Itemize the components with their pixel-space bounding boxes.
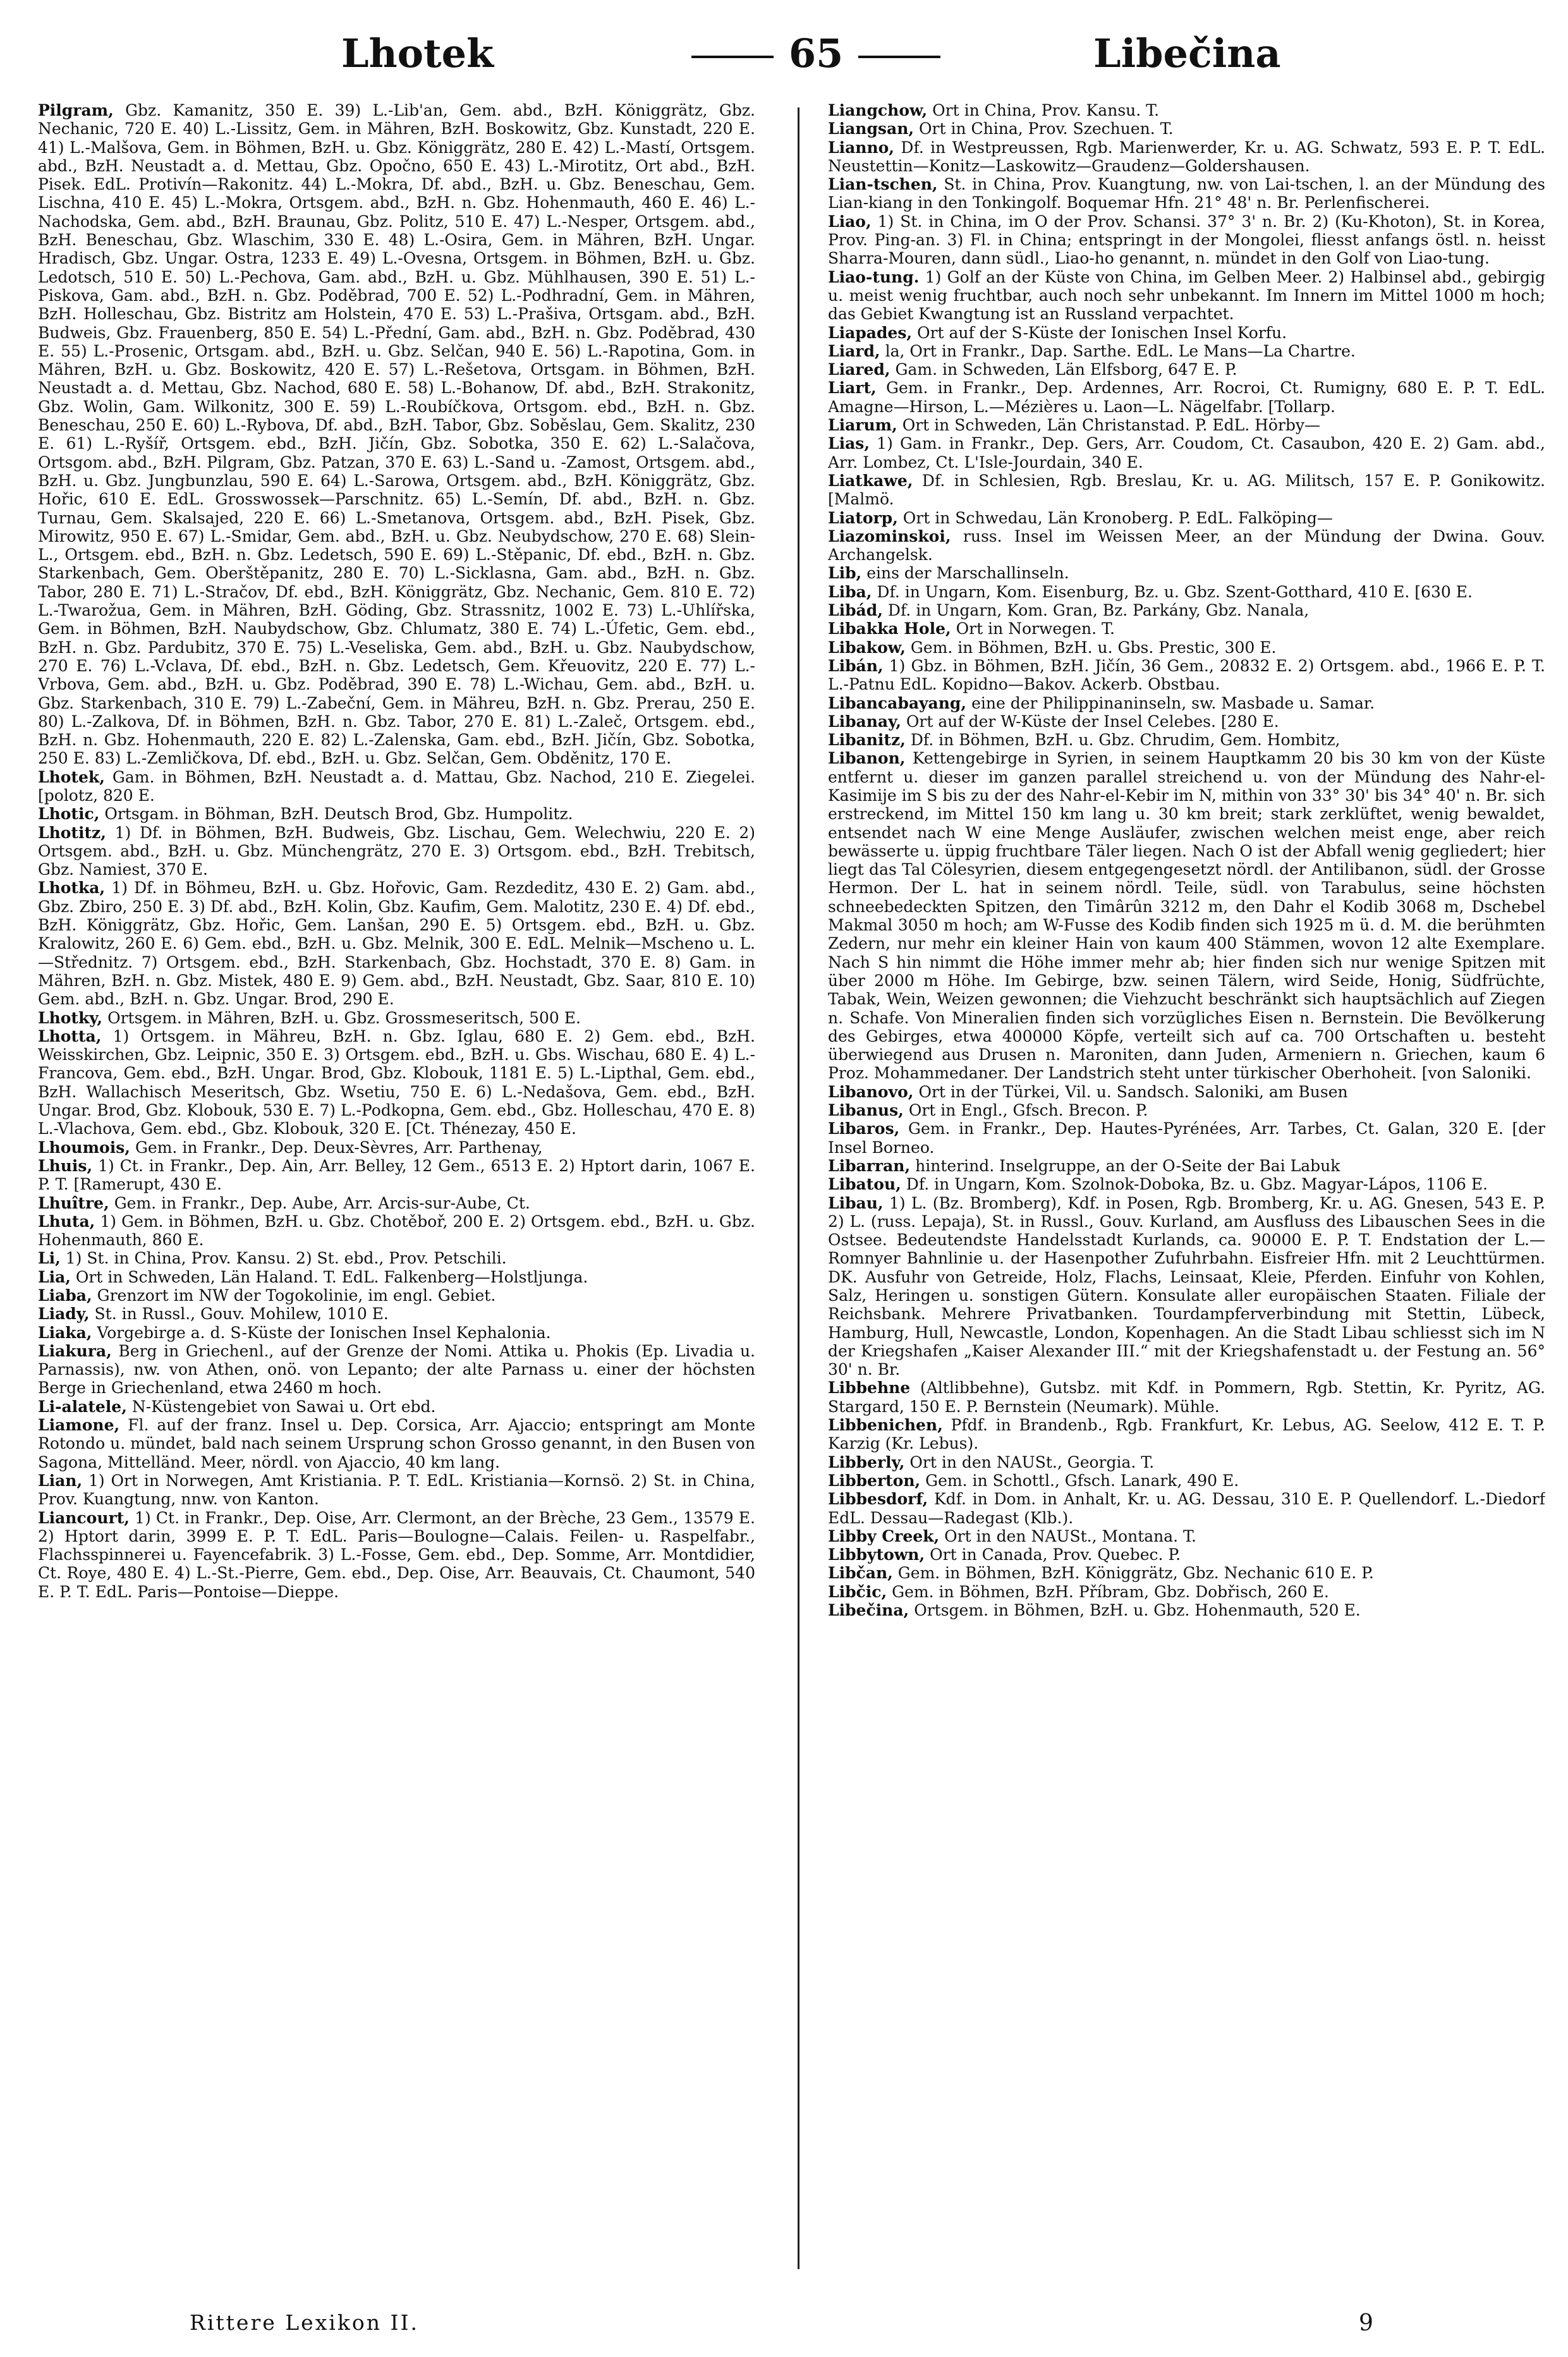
column-divider — [798, 107, 799, 2269]
dictionary-entry — [828, 509, 1545, 527]
dictionary-entry — [828, 731, 1545, 749]
dictionary-entry — [828, 379, 1545, 416]
dictionary-entry — [38, 101, 755, 768]
entry-text: Df. in Ungarn, Kom. Eisenburg, Bz. u. Gbz. Szent-Gotthard, 410 E. [630 E. — [872, 582, 1473, 601]
header-last-entry: Libečina — [1093, 30, 1281, 76]
entry-text: Gem. in Frankr., Dep. Ardennes, Arr. Rocroi, Ct. Rumigny, 680 E. P. T. EdL. Amagne—Hirson, L.—Mézières u. Laon—L. Nägelfabr. [Tollarp. — [828, 379, 1545, 416]
entry-text: Gbz. Kamanitz, 350 E. 39) L.-Lib'an, Gem. abd., BzH. Königgrätz, Gbz. Nechanic, 720 E. 40) L.-Lissitz, Gem. in Mähren, BzH. Boskowitz, Gbz. Kunstadt, 220 E. 41) L.-Malšova, Gem. in Böhmen, BzH. u. Gbz. Königgrätz, 280 E. 42) L.-Mastí, Ortsgem. abd., BzH. Neustadt a. d. Mettau, Gbz. Opočno, 650 E. 43) L.-Mirotitz, Ort abd., BzH. Pisek. EdL. Protivín—Rakonitz. 44) L.-Mokra, Df. abd., BzH. u. Gbz. Beneschau, Gem. Lischna, 410 E. 45) L.-Mokra, Ortsgem. abd., BzH. n. Gbz. Hohenmauth, 460 E. 46) L.-Nachodska, Gem. abd., BzH. Braunau, Gbz. Politz, 510 E. 47) L.-Nesper, Ortsgem. abd., BzH. Beneschau, Gbz. Wlaschim, 330 E. 48) L.-Osira, Gem. in Mähren, BzH. Ungar. Hradisch, Gbz. Ungar. Ostra, 1233 E. 49) L.-Ovesna, Ortsgem. in Böhmen, BzH. u. Gbz. Ledotsch, 510 E. 50) L.-Pechova, Gam. abd., BzH. u. Gbz. Mühlhausen, 390 E. 51) L.-Piskova, Gam. abd., BzH. n. Gbz. Poděbrad, 700 E. 52) L.-Podhradní, Gem. in Mähren, BzH. Holleschau, Gbz. Bistritz am Holstein, 470 E. 53) L.-Prašiva, Ortsgam. abd., BzH. Budweis, Gbz. Frauenberg, 850 E. 54) L.-Přední, Gam. abd., BzH. n. Gbz. Poděbrad, 430 E. 55) L.-Prosenic, Ortsgam. abd., BzH. u. Gbz. Selčan, 940 E. 56) L.-Rapotina, Gom. in Mähren, BzH. u. Gbz. Boskowitz, 420 E. 57) L.-Rešetova, Ortsgam. in Böhmen, BzH. Neustadt a. d. Mettau, Gbz. Nachod, 680 E. 58) L.-Bohanow, Df. abd., BzH. Strakonitz, Gbz. Wolin, Gam. Wilkonitz, 300 E. 59) L.-Roubíčkova, Ortsgom. ebd., BzH. n. Gbz. Beneschau, 250 E. 60) L.-Rybova, Df. abd., BzH. Tabor, Gbz. Soběslau, Gem. Skalitz, 230 E. 61) L.-Ryšíř, Ortsgem. ebd., BzH. Jičín, Gbz. Sobotka, 350 E. 62) L.-Salačova, Ortsgom. abd., BzH. Pilgram, Gbz. Patzan, 370 E. 63) L.-Sand u. -Zamost, Ortsgem. abd., BzH. u. Gbz. Jungbunzlau, 590 E. 64) L.-Sarowa, Ortsgem. abd., BzH. Königgrätz, Gbz. Hořic, 610 E. EdL. Grosswossek—Parschnitz. 65) L.-Semín, Df. abd., BzH. n. Gbz. Turnau, Gem. Skalsajed, 220 E. 66) L.-Smetanova, Ortsgem. abd., BzH. Pisek, Gbz. Mirowitz, 950 E. 67) L.-Smidar, Gem. abd., BzH. u. Gbz. Neubydschow, 270 E. 68) Slein-L., Ortsgem. ebd., BzH. n. Gbz. Ledetsch, 590 E. 69) L.-Stěpanic, Df. ebd., BzH. n. Gbz. Starkenbach, Gem. Oberštěpanitz, 280 E. 70) L.-Sicklasna, Gam. abd., BzH. n. Gbz. Tabor, 280 E. 71) L.-Stračov, Df. ebd., BzH. Königgrätz, Gbz. Nechanic, Gem. 810 E. 72) L.-Twarožua, Gem. in Mähren, BzH. Göding, Gbz. Strassnitz, 1002 E. 73) L.-Uhlířska, Gem. in Böhmen, BzH. Naubydschow, Gbz. Chlumatz, 380 E. 74) L.-Úfetic, Gem. ebd., BzH. n. Gbz. Pardubitz, 370 E. 75) L.-Veseliska, Gem. abd., BzH. u. Gbz. Naubydschow, 270 E. 76) L.-Vclava, Df. ebd., BzH. n. Gbz. Ledetsch, Gem. Křeuovitz, 220 E. 77) L.-Vrbova, Gem. abd., BzH. u. Gbz. Poděbrad, 390 E. 78) L.-Wichau, Gem. abd., BzH. u. Gbz. Starkenbach, 310 E. 79) L.-Zabeční, Gem. in Mähreu, BzH. n. Gbz. Prerau, 250 E. 80) L.-Zalkova, Df. in Böhmen, BzH. n. Gbz. Tabor, 270 E. 81) L.-Zaleč, Ortsgem. ebd., BzH. n. Gbz. Hohenmauth, 220 E. 82) L.-Zalenska, Gam. ebd., BzH. Jičín, Gbz. Sobotka, 250 E. 83) L.-Zemličkova, Df. ebd., BzH. u. Gbz. Selčan, Gem. Obděnitz, 170 E. — [38, 101, 755, 768]
page-header — [0, 18, 1568, 87]
dictionary-entry — [38, 1286, 755, 1305]
entry-headword: Liba, — [828, 582, 872, 601]
entry-text: 1) Gam. in Frankr., Dep. Gers, Arr. Coudom, Ct. Casaubon, 420 E. 2) Gam. abd., Arr. Lombez, Ct. L'Isle-Jourdain, 340 E. — [828, 434, 1545, 472]
dictionary-entry — [828, 1527, 1545, 1545]
entry-headword: Lias, — [828, 434, 870, 453]
dash-right — [858, 56, 940, 58]
entry-headword: Lian-tschen, — [828, 175, 938, 194]
dash-left — [691, 56, 774, 58]
entry-headword: Liao, — [828, 212, 872, 231]
entry-text: 1) Ort in Norwegen, Amt Kristiania. P. T. EdL. Kristiania—Kornsö. 2) St. in China, Prov. Kuangtung, nnw. von Kanton. — [38, 1471, 755, 1509]
entry-text: St. in Russl., Gouv. Mohilew, 1010 E. — [89, 1305, 389, 1324]
entry-headword: Lhotitz, — [38, 823, 106, 842]
entry-text: eins der Marschallinseln. — [861, 564, 1069, 583]
dictionary-entry — [828, 1119, 1545, 1157]
entry-headword: Libbytown, — [828, 1545, 925, 1564]
entry-headword: Libanovo, — [828, 1082, 914, 1101]
entry-headword: Liart, — [828, 379, 877, 398]
dictionary-entry — [828, 1564, 1545, 1582]
entry-text: Ort in Norwegen. T. — [951, 619, 1115, 638]
entry-headword: Libaros, — [828, 1119, 900, 1138]
dictionary-entry — [38, 1471, 755, 1509]
entry-text: 1) Ortsgem. in Mähreu, BzH. n. Gbz. Iglau, 680 E. 2) Gem. ebd., BzH. Weisskirchen, Gbz. Leipnic, 350 E. 3) Ortsgem. ebd., BzH. u. Gbs. Wischau, 680 E. 4) L.-Francova, Gem. ebd., BzH. Ungar. Brod, Gbz. Klobouk, 1181 E. 5) L.-Lipthal, Gem. ebd., BzH. Wallachisch Meseritsch, Gbz. Wsetiu, 750 E. 6) L.-Nedašova, Gem. ebd., BzH. Ungar. Brod, Gbz. Klobouk, 530 E. 7) L.-Podkopna, Gem. ebd., Gbz. Holleschau, 470 E. 8) L.-Vlachova, Gem. ebd., Gbz. Klobouk, 320 E. [Ct. Thénezay, 450 E. — [38, 1026, 755, 1138]
entry-text: Ort in Schweden, Län Christanstad. P. EdL. Hörby— — [897, 416, 1321, 435]
entry-headword: Libakow, — [828, 638, 906, 657]
entry-text: Ort in Schweden, Län Haland. T. EdL. Falkenberg—Holstljunga. — [70, 1267, 588, 1286]
dictionary-entry — [38, 1342, 755, 1398]
entry-text: St. in China, Prov. Kuangtung, nw. von Lai-tschen, l. an der Mündung des Lian-kiang in den Tonkingolf. Boquemar Hfn. 21° 48' n. Br. Perlenfischerei. — [828, 175, 1545, 212]
dictionary-entry — [828, 657, 1545, 694]
entry-headword: Libarran, — [828, 1156, 911, 1175]
dictionary-entry — [38, 1509, 755, 1601]
entry-text: 1) Gem. in Böhmen, BzH. u. Gbz. Chotěboř, 200 E. 2) Ortsgem. ebd., BzH. u. Gbz. Hohenmauth, 860 E. — [38, 1212, 755, 1250]
entry-headword: Liamone, — [38, 1416, 120, 1435]
entry-text: Gem. in Frankr., Dep. Deux-Sèvres, Arr. Parthenay, — [130, 1138, 543, 1157]
entry-text: 1) L. (Bz. Bromberg), Kdf. in Posen, Rgb. Bromberg, Kr. u. AG. Gnesen, 543 E. P. 2) L. (russ. Lepaja), St. in Russl., Gouv. Kurland, am Ausfluss des Libauschen Sees in die Ostsee. Bedeutendste Handelsstadt Kurlands, ca. 90000 E. P. T. Endstation der L.—Romnyer Bahnlinie u. der Hasenpother Zufuhrbahn. Eisfreier Hfn. mit 2 Leuchttürmen. DK. Ausfuhr von Getreide, Holz, Flachs, Leinsaat, Kleie, Pferden. Einfuhr von Kohlen, Salz, Heringen u. sonstigen Gütern. Konsulate aller europäischen Staaten. Filiale der Reichsbank. Mehrere Privatbanken. Tourdampferverbindung mit Stettin, Lübeck, Hamburg, Hull, Newcastle, London, Kopenhagen. An die Stadt Libau schliesst sich im N der Kriegshafen „Kaiser Alexander III.“ mit der Kriegshafenstadt u. der Festung an. 56° 30' n. Br. — [828, 1193, 1545, 1379]
dictionary-entry — [38, 1009, 755, 1027]
entry-headword: Libberton, — [828, 1471, 921, 1490]
entry-text: Ort in Engl., Gfsch. Brecon. P. — [903, 1101, 1148, 1120]
dictionary-entry — [828, 712, 1545, 731]
dictionary-entry — [828, 749, 1545, 1082]
dictionary-entry — [828, 416, 1545, 434]
entry-text: 1) Ct. in Frankr., Dep. Oise, Arr. Clermont, an der Brèche, 23 Gem., 13579 E. 2) Hptort darin, 3999 E. P. T. EdL. Paris—Boulogne—Calais. Feilen- u. Raspelfabr., Flachsspinnerei u. Fayencefabrik. 3) L.-Fosse, Gem. ebd., Dep. Somme, Arr. Montdidier, Ct. Roye, 480 E. 4) L.-St.-Pierre, Gem. ebd., Dep. Oise, Arr. Beauvais, Ct. Chaumont, 540 E. P. T. EdL. Paris—Pontoise—Dieppe. — [38, 1508, 755, 1601]
entry-text: Ort in Canada, Prov. Quebec. P. — [925, 1545, 1181, 1564]
dictionary-entry — [828, 324, 1545, 342]
entry-headword: Lhotky, — [38, 1008, 103, 1027]
dictionary-entry — [828, 1490, 1545, 1527]
dictionary-entry — [828, 1545, 1545, 1564]
entry-headword: Lhuta, — [38, 1212, 95, 1231]
left-column — [38, 101, 755, 2275]
entry-headword: Liarum, — [828, 416, 897, 435]
entry-headword: Libanus, — [828, 1101, 904, 1120]
dictionary-entry — [828, 1601, 1545, 1619]
entry-headword: Liao-tung. — [828, 267, 920, 286]
dictionary-entry — [828, 1101, 1545, 1119]
entry-text: Ort in der Türkei, Vil. u. Sandsch. Saloniki, am Busen — [913, 1082, 1348, 1101]
entry-text: Kettengebirge in Syrien, in seinem Hauptkamm 20 bis 30 km von der Küste entfernt u. dieser im ganzen parallel streichend u. von der Mündung des Nahr-el-Kasimije im S bis zu der des Nahr-el-Kebir im N, mithin von 33° 30' bis 34° 40' n. Br. sich erstreckend, im Mittel 150 km lang u. 30 km breit; stark zerklüftet, wenig bewaldet, entsendet nach W eine Menge Ausläufer, zwischen welchen meist enge, aber reich bewässerte u. üppig fruchtbare Täler liegen. Nach O ist der Abfall wenig gegliedert; hier liegt das Tal Cölesyrien, diesem entgegengesetzt nördl. der Antilibanon, südl. der Grosse Hermon. Der L. hat in seinem nördl. Teile, südl. von Tarabulus, seine höchsten schneebedeckten Spitzen, den Timârûn 3212 m, den Dahr el Kodib 3068 m, Dschebel Makmal 3050 m hoch; am W-Fusse des Kodib finden sich 1925 m ü. d. M. die berühmten Zedern, nur mehr ein kleiner Hain von kaum 400 Stämmen, wovon 12 alte Exemplare. Nach S hin nimmt die Höhe immer mehr ab; hier finden sich nur wenige Spitzen mit über 2000 m Höhe. Im Gebirge, bzw. seinen Tälern, wird Seide, Honig, Südfrüchte, Tabak, Wein, Weizen gewonnen; die Viehzucht beschränkt sich hauptsächlich auf Ziegen n. Schafe. Von Mineralien finden sich vorzügliches Eisen n. Bernstein. Die Bevölkerung des Gebirges, etwa 400000 Köpfe, verteilt sich auf ca. 700 Ortschaften u. besteht überwiegend aus Drusen n. Maroniten, dann Juden, Armeniern n. Griechen, kaum 6 Proz. Mohammedaner. Der Landstrich steht unter türkischer Oberhoheit. [von Saloniki. — [828, 749, 1545, 1083]
entry-headword: Libanon, — [828, 749, 906, 768]
entry-headword: Libán, — [828, 656, 884, 675]
dictionary-entry — [828, 619, 1545, 638]
entry-text: Df. in Ungarn, Kom. Szolnok-Doboka, Bz. u. Gbz. Magyar-Lápos, 1106 E. — [901, 1175, 1488, 1194]
dictionary-entry — [828, 601, 1545, 619]
entry-text: Ort auf der S-Küste der Ionischen Insel Korfu. — [912, 323, 1287, 342]
entry-text: Ort in den NAUSt., Montana. T. — [939, 1526, 1197, 1545]
dictionary-entry — [828, 342, 1545, 360]
dictionary-entry — [828, 101, 1545, 119]
entry-headword: Lhotek, — [38, 767, 105, 786]
entry-headword: Lhuître, — [38, 1193, 109, 1212]
entry-headword: Lian, — [38, 1471, 83, 1490]
entry-headword: Liakura, — [38, 1341, 112, 1360]
entry-headword: Libanay, — [828, 712, 901, 731]
entry-headword: Libberly, — [828, 1453, 905, 1471]
entry-text: Vorgebirge a. d. S-Küste der Ionischen Insel Kephalonia. — [92, 1323, 551, 1342]
dictionary-entry — [828, 175, 1545, 212]
entry-headword: Lhotta, — [38, 1026, 102, 1045]
header-first-entry: Lhotek — [341, 30, 494, 76]
entry-headword: Lia, — [38, 1267, 71, 1286]
dictionary-entry — [828, 564, 1545, 582]
entry-text: Gem. in Frankr., Dep. Hautes-Pyrénées, Arr. Tarbes, Ct. Galan, 320 E. [der Insel Borneo. — [828, 1119, 1545, 1157]
entry-headword: Liaba, — [38, 1286, 92, 1305]
footer-signature: Rittere Lexikon II. — [190, 2310, 420, 2335]
dictionary-entry — [38, 1157, 755, 1194]
entry-text: Ortsgem. in Böhmen, BzH. u. Gbz. Hohenmauth, 520 E. — [909, 1601, 1361, 1620]
entry-headword: Liaka, — [38, 1323, 92, 1342]
dictionary-entry — [828, 1379, 1545, 1416]
dictionary-entry — [38, 1305, 755, 1323]
entry-text: Ortsgem. in Mähren, BzH. u. Gbz. Grossmeseritsch, 500 E. — [102, 1008, 581, 1027]
entry-text: 1) Df. in Böhmen, BzH. Budweis, Gbz. Lischau, Gem. Welechwiu, 220 E. 2) Ortsgem. abd., BzH. u. Gbz. Münchengrätz, 270 E. 3) Ortsgom. ebd., BzH. Trebitsch, Gbz. Namiest, 370 E. — [38, 823, 755, 879]
entry-headword: Libečina, — [828, 1601, 909, 1620]
entry-headword: Liady, — [38, 1305, 90, 1324]
entry-headword: Lhuis, — [38, 1156, 93, 1175]
dictionary-entry — [828, 212, 1545, 268]
entry-text: Gam. in Schweden, Län Elfsborg, 647 E. P. — [890, 360, 1237, 379]
entry-text: 1) Df. in Böhmeu, BzH. u. Gbz. Hořovic, Gam. Rezdeditz, 430 E. 2) Gam. abd., Gbz. Zbiro, 250 E. 3) Df. abd., BzH. Kolin, Gbz. Kaufim, Gem. Malotitz, 230 E. 4) Df. ebd., BzH. Königgrätz, Gbz. Hořic, Gem. Lanšan, 290 E. 5) Ortsgem. ebd., BzH. u. Gbz. Kralowitz, 260 E. 6) Gem. ebd., BzH. u. Gbz. Melnik, 300 E. EdL. Melnik—Mscheno u. L.—Střednitz. 7) Ortsgem. ebd., BzH. Starkenbach, Gbz. Hochstadt, 370 E. 8) Gam. in Mähren, BzH. n. Gbz. Mistek, 480 E. 9) Gem. abd., BzH. Neustadt, Gbz. Saar, 810 E. 10) Gem. abd., BzH. n. Gbz. Ungar. Brod, 290 E. — [38, 879, 755, 1009]
entry-text: 1) St. in China, Prov. Kansu. 2) St. ebd., Prov. Petschili. — [60, 1249, 507, 1268]
entry-text: (Altlibbehne), Gutsbz. mit Kdf. in Pommern, Rgb. Stettin, Kr. Pyritz, AG. Stargard, 150 E. P. Bernstein (Neumark). Mühle. — [828, 1379, 1545, 1416]
dictionary-entry — [38, 1398, 755, 1416]
entry-headword: Li, — [38, 1249, 61, 1268]
entry-text: hinterind. Inselgruppe, an der O-Seite der Bai Labuk — [910, 1156, 1340, 1175]
dictionary-entry — [828, 472, 1545, 509]
entry-text: Ort in China, Prov. Szechuen. T. — [914, 119, 1174, 138]
dictionary-entry — [38, 1194, 755, 1212]
entry-text: Df. in Schlesien, Rgb. Breslau, Kr. u. AG. Militsch, 157 E. P. Gonikowitz. [Malmö. — [828, 471, 1545, 509]
entry-text: Pfdf. in Brandenb., Rgb. Frankfurt, Kr. Lebus, AG. Seelow, 412 E. T. P. Karzig (Kr. Lebus). — [828, 1416, 1545, 1453]
dictionary-entry — [828, 268, 1545, 324]
entry-headword: Libbehne — [828, 1379, 911, 1398]
dictionary-entry — [38, 1027, 755, 1138]
dictionary-entry — [38, 805, 755, 823]
entry-text: Fl. auf der franz. Insel u. Dep. Corsica, Arr. Ajaccio; entspringt am Monte Rotondo u. mündet, bald nach seinem Ursprung schon Grosso genannt, in den Busen von Sagona, Mittelländ. Meer, nördl. von Ajaccio, 40 km lang. — [38, 1416, 755, 1471]
dictionary-entry — [828, 138, 1545, 176]
page-number-text: 65 — [789, 30, 844, 76]
dictionary-entry — [38, 1324, 755, 1342]
entry-text: Gem. in Böhmen, BzH. Příbram, Gbz. Dobřisch, 260 E. — [887, 1582, 1329, 1601]
entry-headword: Liangsan, — [828, 119, 915, 138]
dictionary-entry — [38, 1416, 755, 1471]
entry-text: N-Küstengebiet von Sawai u. Ort ebd. — [126, 1397, 436, 1416]
entry-headword: Libbenichen, — [828, 1416, 943, 1435]
entry-headword: Lhotka, — [38, 879, 106, 898]
footer-sheet-number: 9 — [1359, 2310, 1373, 2336]
entry-headword: Liapades, — [828, 323, 913, 342]
entry-text: la, Ort in Frankr., Dap. Sarthe. EdL. Le Mans—La Chartre. — [880, 341, 1356, 360]
dictionary-entry — [828, 1083, 1545, 1101]
dictionary-entry — [828, 119, 1545, 138]
entry-headword: Libancabayang, — [828, 693, 967, 712]
dictionary-entry — [38, 768, 755, 805]
entry-headword: Liatkawe, — [828, 471, 913, 490]
entry-headword: Libby Creek, — [828, 1526, 940, 1545]
entry-headword: Liatorp, — [828, 508, 898, 527]
entry-text: 1) Ct. in Frankr., Dep. Ain, Arr. Belley, 12 Gem., 6513 E. 2) Hptort darin, 1067 E. P. T. [Ramerupt, 430 E. — [38, 1156, 755, 1194]
entry-text: 1) Gbz. in Böhmen, BzH. Jičín, 36 Gem., 20832 E. 2) Ortsgem. abd., 1966 E. P. T. L.-Patnu EdL. Kopidno—Bakov. Ackerb. Obstbau. — [828, 656, 1545, 694]
entry-text: 1) Golf an der Küste von China, im Gelben Meer. 2) Halbinsel abd., gebirgig u. meist wenig fruchtbar, auch noch sehr unbekannt. Im Innern im Mittel 1000 m hoch; das Gebiet Kwangtung ist an Russland verpachtet. — [828, 267, 1545, 324]
dictionary-entry — [38, 1249, 755, 1267]
dictionary-entry — [828, 1157, 1545, 1175]
dictionary-entry — [38, 879, 755, 1008]
entry-text: Ortsgam. in Böhman, BzH. Deutsch Brod, Gbz. Humpolitz. — [99, 805, 573, 824]
dictionary-entry — [828, 1175, 1545, 1193]
dictionary-entry — [828, 1453, 1545, 1471]
entry-text: Gem. in Böhmen, BzH. Königgrätz, Gbz. Nechanic 610 E. P. — [892, 1564, 1374, 1583]
entry-headword: Liard, — [828, 341, 880, 360]
entry-headword: Pilgram, — [38, 101, 114, 119]
entry-text: Kdf. in Dom. in Anhalt, Kr. u. AG. Dessau, 310 E. P. Quellendorf. L.-Diedorf EdL. Dessau—Radegast (Klb.). — [828, 1490, 1545, 1527]
page-number — [676, 30, 956, 76]
entry-headword: Liazominskoi, — [828, 527, 951, 545]
entry-text: Gam. in Böhmen, BzH. Neustadt a. d. Mattau, Gbz. Nachod, 210 E. Ziegelei. [polotz, 820 E. — [38, 767, 755, 805]
entry-text: Df. in Westpreussen, Rgb. Marienwerder, Kr. u. AG. Schwatz, 593 E. P. T. EdL. Neustettin—Konitz—Laskowitz—Graudenz—Goldershausen. — [828, 138, 1545, 175]
dictionary-entry — [828, 1416, 1545, 1453]
entry-headword: Libau, — [828, 1193, 884, 1212]
entry-text: russ. Insel im Weissen Meer, an der Mündung der Dwina. Gouv. Archangelsk. — [828, 527, 1545, 564]
dictionary-entry — [828, 527, 1545, 564]
entry-text: Df. in Ungarn, Kom. Gran, Bz. Parkány, Gbz. Nanala, — [882, 601, 1310, 620]
entry-text: Gem. in Frankr., Dep. Aube, Arr. Arcis-sur-Aube, Ct. — [109, 1193, 530, 1212]
entry-text: Gem. in Böhmen, BzH. u. Gbs. Prestic, 300 E. — [905, 638, 1277, 657]
entry-headword: Libanitz, — [828, 731, 906, 750]
entry-text: Ort auf der W-Küste der Insel Celebes. [280 E. — [901, 712, 1279, 731]
dictionary-entry — [38, 1212, 755, 1250]
entry-headword: Li-alatele, — [38, 1397, 127, 1416]
entry-text: Ort in China, Prov. Kansu. T. — [927, 101, 1160, 119]
entry-headword: Liangchow, — [828, 101, 928, 119]
dictionary-entry — [38, 824, 755, 879]
entry-text: Grenzort im NW der Togokolinie, im engl. Gebiet. — [92, 1286, 496, 1305]
dictionary-entry — [828, 638, 1545, 657]
entry-headword: Libatou, — [828, 1175, 901, 1194]
dictionary-entry — [828, 694, 1545, 712]
entry-text: Ort in den NAUSt., Georgia. T. — [904, 1453, 1155, 1471]
dictionary-entry — [38, 1268, 755, 1286]
entry-headword: Lhotic, — [38, 805, 100, 824]
entry-headword: Libčic, — [828, 1582, 887, 1601]
entry-headword: Libád, — [828, 601, 883, 620]
entry-headword: Liared, — [828, 360, 890, 379]
entry-text: Berg in Griechenl., auf der Grenze der Nomi. Attika u. Phokis (Ep. Livadia u. Parnassis), nw. von Athen, onö. von Lepanto; der alte Parnass u. einer der höchsten Berge in Griechenland, etwa 2460 m hoch. — [38, 1341, 755, 1398]
dictionary-entry — [38, 1138, 755, 1157]
page-footer — [0, 2310, 1568, 2342]
entry-headword: Lhoumois, — [38, 1138, 131, 1157]
dictionary-entry — [828, 1583, 1545, 1601]
dictionary-entry — [828, 360, 1545, 379]
entry-headword: Lianno, — [828, 138, 895, 157]
right-column — [828, 101, 1545, 2275]
entry-headword: Liancourt, — [38, 1508, 130, 1527]
entry-headword: Libbesdorf, — [828, 1490, 928, 1509]
entry-headword: Lib, — [828, 564, 862, 583]
dictionary-entry — [828, 583, 1545, 601]
entry-text: Df. in Böhmen, BzH. u. Gbz. Chrudim, Gem. Hombitz, — [905, 731, 1340, 750]
dictionary-entry — [828, 1471, 1545, 1490]
entry-headword: Libčan, — [828, 1564, 893, 1583]
entry-text: Ort in Schwedau, Län Kronoberg. P. EdL. Falköping— — [897, 508, 1333, 527]
dictionary-entry — [828, 434, 1545, 472]
entry-headword: Libakka Hole, — [828, 619, 951, 638]
entry-text: Gem. in Schottl., Gfsch. Lanark, 490 E. — [920, 1471, 1239, 1490]
entry-text: 1) St. in China, im O der Prov. Schansi. 37° 3' n. Br. 2) (Ku-Khoton), St. in Korea, Prov. Ping-an. 3) Fl. in China; entspringt in der Mongolei, fliesst anfangs östl. n. heisst Sharra-Mouren, dann südl., Liao-ho genannt, n. mündet in den Golf von Liao-tung. — [828, 212, 1545, 268]
dictionary-entry — [828, 1194, 1545, 1379]
entry-text: eine der Philippinaninseln, sw. Masbade u. Samar. — [966, 693, 1375, 712]
